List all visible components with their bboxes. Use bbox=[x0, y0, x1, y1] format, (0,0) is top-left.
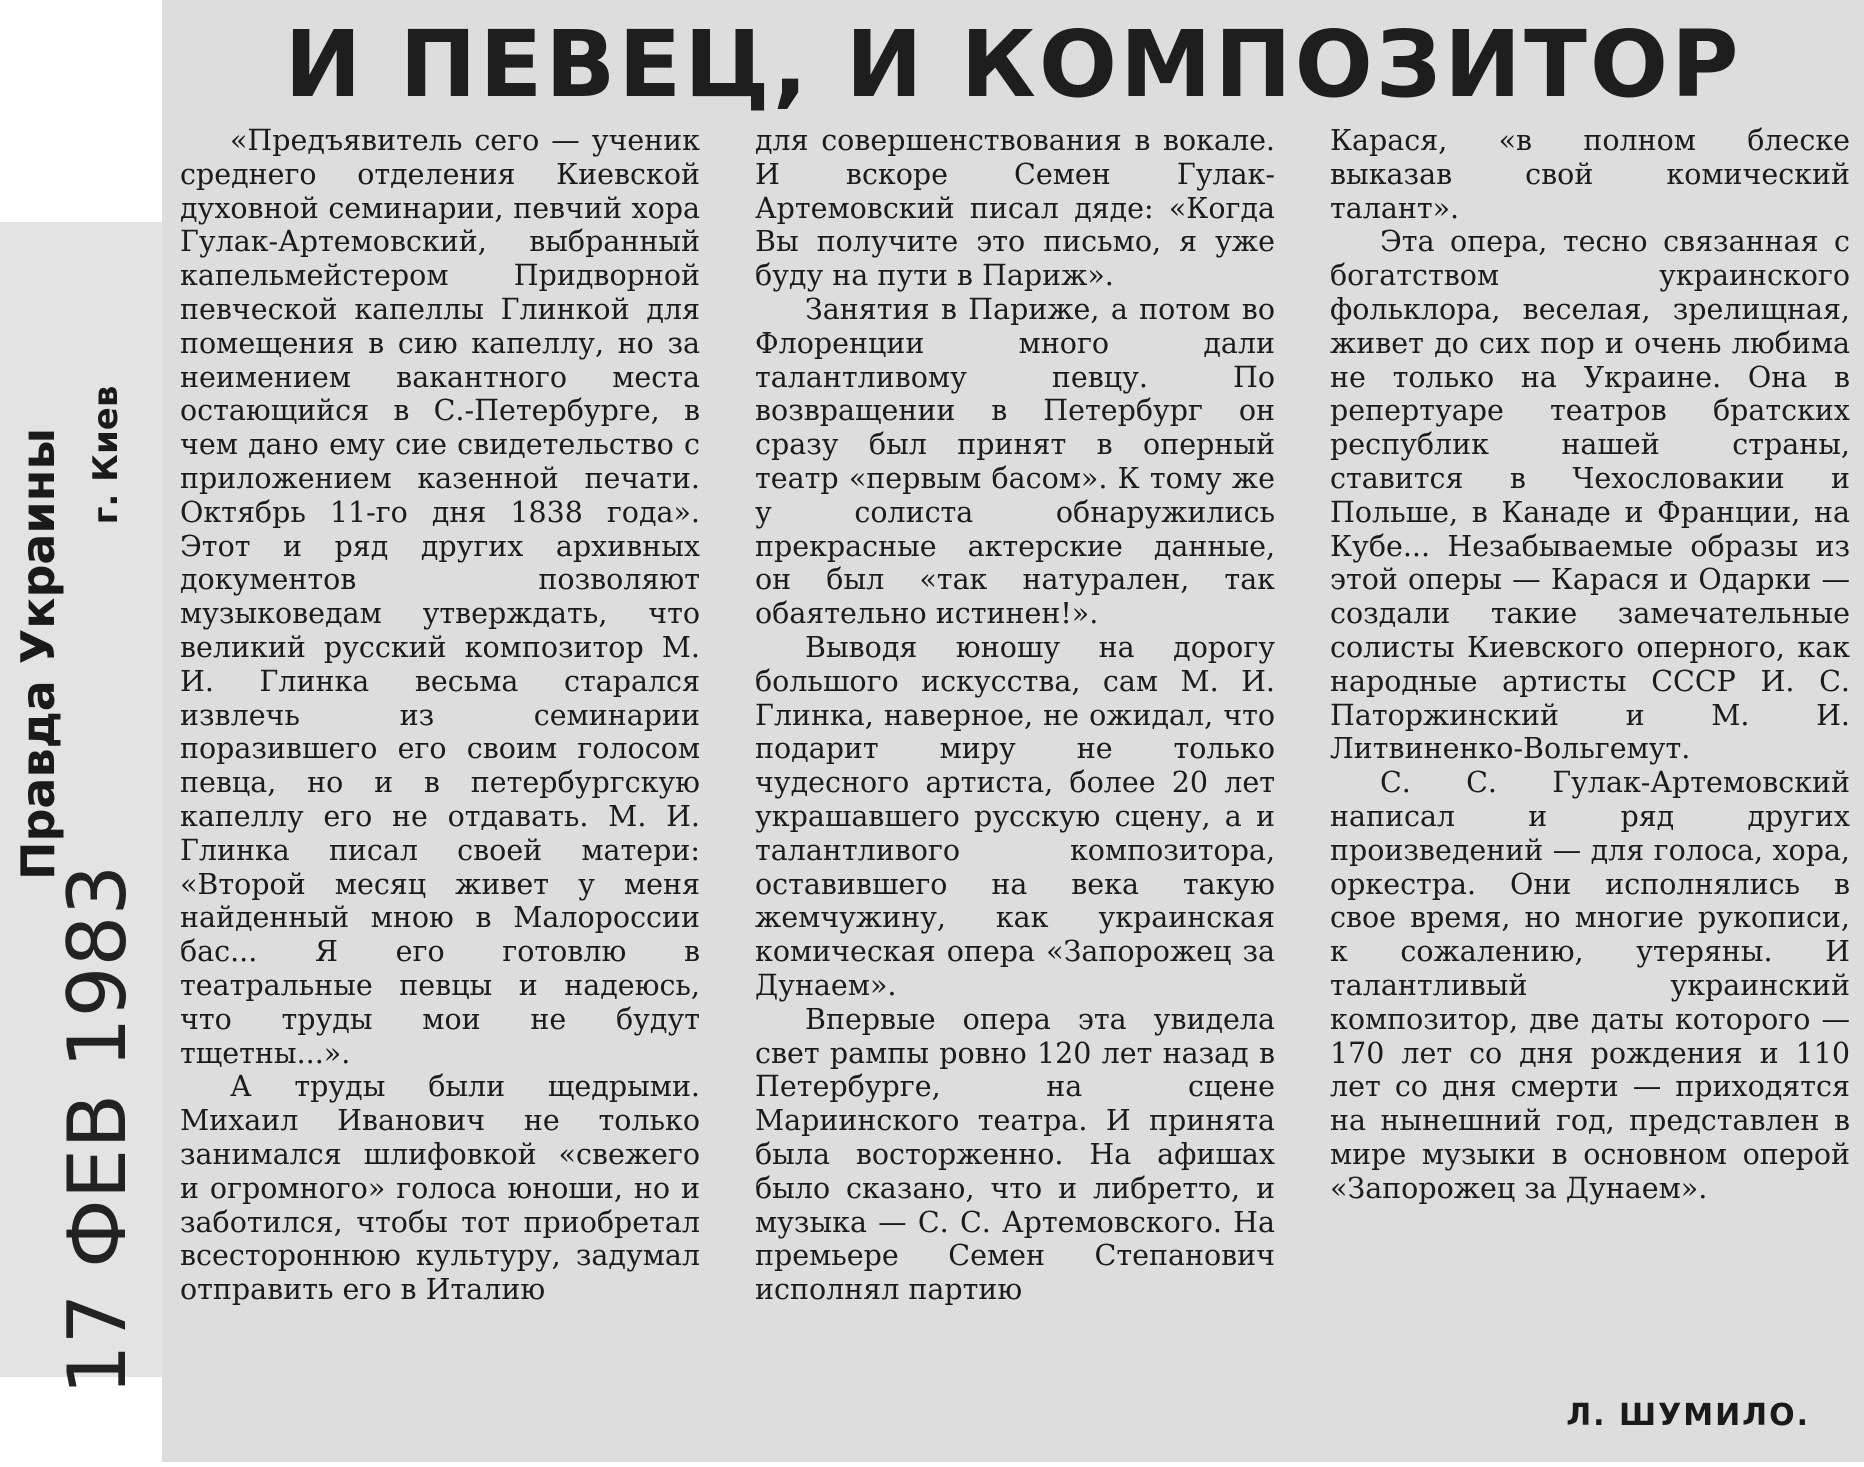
paragraph: Карася, «в полном блеске выказав свой комический талант». bbox=[1330, 124, 1850, 225]
article-author: Л. ШУМИЛО. bbox=[1566, 1398, 1810, 1433]
paragraph: для совершенствования в вокале. И вскоре Семен Гулак-Артемовский писал дяде: «Когда Вы получите это письмо, я уже буду на пути в Париж». bbox=[755, 124, 1275, 293]
date-stamp: 17 ФЕВ 1983 bbox=[51, 864, 144, 1396]
paragraph: Эта опера, тесно связанная с богатством украинского фольклора, веселая, зрелищная, живет до сих пор и очень любима не только на Украине. Она в репертуаре театров братских республик нашей страны, ставится в Чехословакии и Польше, в Канаде и Франции, на Кубе... Незабываемые образы из этой оперы — Карася и Одарки — создали такие замечательные солисты Киевского оперного, как народные артисты СССР И. С. Паторжинский и М. И. Литвиненко-Вольгемут. bbox=[1330, 225, 1850, 766]
paragraph: С. С. Гулак-Артемовский написал и ряд других произведений — для голоса, хора, оркестра. Они исполнялись в свое время, но многие рукописи, к сожалению, утеряны. И талантливый украинский композитор, две даты которого — 170 лет со дня рождения и 110 лет со дня смерти — приходятся на нынешний год, представлен в мире музыки в основном оперой «Запорожец за Дунаем». bbox=[1330, 766, 1850, 1205]
paragraph: Выводя юношу на дорогу большого искусства, сам М. И. Глинка, наверное, не ожидал, что подарит миру не только чудесного артиста, более 20 лет украшавшего русскую сцену, а и талантливого композитора, оставившего на века такую жемчужину, как украинская комическая опера «Запорожец за Дунаем». bbox=[755, 630, 1275, 1002]
paragraph: А труды были щедрыми. Михаил Иванович не только занимался шлифовкой «свежего и огромного» голоса юноши, но и заботился, чтобы тот приобретал всестороннюю культуру, задумал отправить его в Италию bbox=[180, 1070, 700, 1307]
article-headline: И ПЕВЕЦ, И КОМПОЗИТОР bbox=[284, 11, 1742, 118]
article-column-1 bbox=[180, 124, 700, 1307]
newspaper-source: Правда Украины bbox=[11, 427, 65, 880]
article-column-3 bbox=[1330, 124, 1850, 1206]
paragraph: Впервые опера эта увидела свет рампы ровно 120 лет назад в Петербурге, на сцене Мариинского театра. И принята была восторженно. На афишах было сказано, что и либретто, и музыка — С. С. Артемовского. На премьере Семен Степанович исполнял партию bbox=[755, 1002, 1275, 1307]
article-column-2 bbox=[755, 124, 1275, 1307]
newspaper-city: г. Киев bbox=[86, 385, 126, 525]
paragraph: «Предъявитель сего — ученик среднего отделения Киевской духовной семинарии, певчий хора Гулак-Артемовский, выбранный капельмейстером Придворной певческой капеллы Глинкой для помещения в сию капеллу, но за неимением вакантного места остающийся в С.-Петербурге, в чем дано ему сие свидетельство с приложением казенной печати. Октябрь 11-го дня 1838 года». Этот и ряд других архивных документов позволяют музыковедам утверждать, что великий русский композитор М. И. Глинка весьма старался извлечь из семинарии поразившего его своим голосом певца, но и в петербургскую капеллу его не отдавать. М. И. Глинка писал своей матери: «Второй месяц живет у меня найденный мною в Малороссии бас... Я его готовлю в театральные певцы и надеюсь, что труды мои не будут тщетны...». bbox=[180, 124, 700, 1070]
paragraph: Занятия в Париже, а потом во Флоренции много дали талантливому певцу. По возвращении в Петербург он сразу был принят в оперный театр «первым басом». К тому же у солиста обнаружились прекрасные актерские данные, он был «так натурален, так обаятельно истинен!». bbox=[755, 292, 1275, 631]
